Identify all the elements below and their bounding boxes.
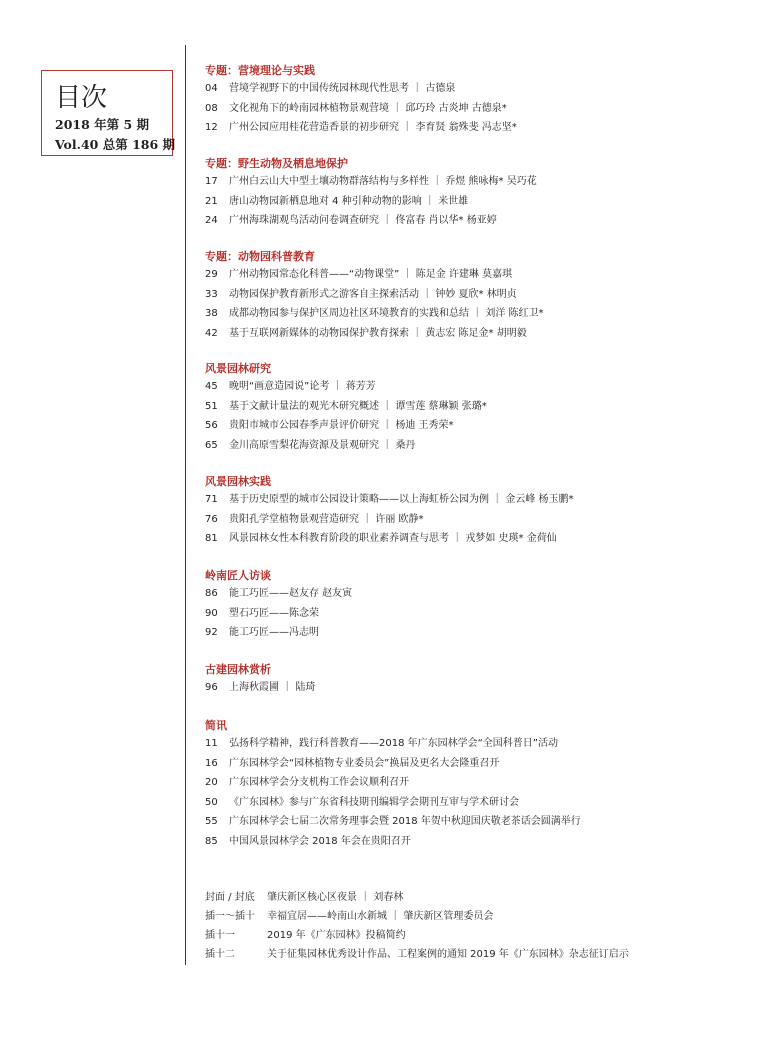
- toc-entry[interactable]: [205, 265, 544, 285]
- issue-info-box: [41, 70, 176, 156]
- credit-text: 幸福宜居——岭南山水新城 ｜ 肇庆新区管理委员会: [267, 911, 494, 922]
- entry-text: 能工巧匠——赵友存 赵友寅: [229, 588, 353, 599]
- page-number: 50: [205, 796, 218, 808]
- page-number: 51: [205, 400, 218, 412]
- toc-entry[interactable]: [205, 623, 352, 643]
- toc-entry[interactable]: [205, 604, 352, 624]
- entry-text: 中国风景园林学会 2018 年会在贵阳召开: [229, 835, 411, 847]
- page-number: 96: [205, 682, 218, 693]
- entry-text: 能工巧匠——冯志明: [229, 627, 319, 638]
- entry-text: 基于历史原型的城市公园设计策略——以上海虹桥公园为例 ｜ 金云峰 杨玉鹏*: [229, 494, 574, 505]
- page-number: 86: [205, 588, 218, 599]
- entry-text: 广州海珠湖观鸟活动问卷调查研究 ｜ 佟富春 肖以华* 杨亚婷: [229, 215, 497, 226]
- section-title: 专题：动物园科普教育: [205, 250, 315, 263]
- section-title: 专题：营境理论与实践: [205, 64, 315, 77]
- entry-text: 广东园林学会七届二次常务理事会暨 2018 年贺中秋迎国庆敬老茶话会圆满举行: [229, 816, 581, 827]
- page-number: 55: [205, 816, 218, 827]
- entry-text: 塑石巧匠——陈念荣: [229, 607, 319, 619]
- page-number: 71: [205, 494, 218, 505]
- credit-label: 插十二: [205, 949, 235, 960]
- section-news: [205, 717, 581, 851]
- toc-entry[interactable]: [205, 584, 352, 604]
- issue-volume: Vol.40 总第 186 期: [55, 137, 176, 152]
- page-number: 76: [205, 513, 218, 525]
- section-craftsman-interview: [205, 567, 352, 643]
- page-number: 24: [205, 215, 218, 226]
- section-title: 风景园林实践: [205, 475, 271, 488]
- page-number: 56: [205, 420, 218, 431]
- section-title: 风景园林研究: [205, 362, 271, 375]
- section-landscape-research: [205, 360, 487, 455]
- entry-text: 文化视角下的岭南园林植物景观营境 ｜ 邱巧玲 古炎坤 古德泉*: [229, 102, 507, 114]
- toc-entry[interactable]: [205, 529, 574, 549]
- entry-text: 成都动物园参与保护区周边社区环境教育的实践和总结 ｜ 刘洋 陈红卫*: [229, 308, 544, 319]
- credit-label: 插十一: [205, 930, 235, 941]
- issue-year-number: 2018 年第 5 期: [55, 117, 150, 132]
- entry-text: 金川高原雪梨花海资源及景观研究 ｜ 桑丹: [229, 439, 416, 451]
- toc-entry[interactable]: [205, 490, 574, 510]
- entry-text: 基于互联网新媒体的动物园保护教育探索 ｜ 黄志宏 陈足金* 胡明毅: [229, 327, 527, 339]
- credit-text: 2019 年《广东园林》投稿简约: [267, 930, 406, 941]
- page-number: 20: [205, 777, 218, 788]
- entry-text: 贵阳市城市公园春季声景评价研究 ｜ 杨迪 王秀荣*: [229, 420, 454, 431]
- toc-entry[interactable]: [205, 734, 581, 754]
- credit-row: [205, 888, 629, 907]
- toc-entry[interactable]: [205, 832, 581, 852]
- page-number: 42: [205, 327, 218, 339]
- toc-entry[interactable]: [205, 793, 581, 813]
- toc-entry[interactable]: [205, 510, 574, 530]
- entry-text: 广东园林学会分支机构工作会议顺利召开: [229, 777, 409, 788]
- toc-entry[interactable]: [205, 773, 581, 793]
- section-zoo-education: [205, 248, 544, 343]
- section-title: 岭南匠人访谈: [205, 569, 271, 582]
- entry-text: 上海秋霞圃 ｜ 陆琦: [229, 682, 316, 693]
- page-number: 38: [205, 308, 218, 319]
- section-title: 简讯: [205, 719, 227, 732]
- section-title: 古建园林赏析: [205, 663, 271, 676]
- credit-label: 插一～插十: [205, 911, 255, 922]
- page-number: 33: [205, 288, 218, 300]
- page-number: 85: [205, 835, 218, 847]
- toc-entry[interactable]: [205, 211, 537, 231]
- credit-text: 关于征集园林优秀设计作品、工程案例的通知 2019 年《广东园林》杂志征订启示: [267, 949, 629, 960]
- toc-entry[interactable]: [205, 436, 487, 456]
- section-yingjing: [205, 62, 517, 138]
- entry-text: 风景园林女性本科教育阶段的职业素养调查与思考 ｜ 戎梦如 史瑛* 金荷仙: [229, 533, 557, 544]
- entry-text: 营境学视野下的中国传统园林现代性思考 ｜ 古德泉: [229, 83, 456, 94]
- credit-text: 肇庆新区核心区夜景 ｜ 刘春林: [267, 892, 404, 903]
- page-number: 04: [205, 83, 218, 94]
- page-number: 81: [205, 533, 218, 544]
- plate-credits: [205, 888, 629, 964]
- credit-label: 封面 / 封底: [205, 892, 255, 903]
- entry-text: 广州白云山大中型土壤动物群落结构与多样性 ｜ 乔煜 熊咏梅* 吴巧花: [229, 176, 537, 187]
- toc-entry[interactable]: [205, 397, 487, 417]
- page-number: 12: [205, 122, 218, 133]
- entry-text: 广东园林学会“园林植物专业委员会”换届及更名大会隆重召开: [229, 757, 500, 769]
- entry-text: 广州公园应用桂花营造香景的初步研究 ｜ 李育贤 翁殊斐 冯志坚*: [229, 122, 517, 133]
- page-number: 90: [205, 607, 218, 619]
- page-number: 21: [205, 195, 218, 207]
- credit-row: [205, 907, 629, 926]
- entry-text: 动物园保护教育新形式之游客自主探索活动 ｜ 钟妙 夏欣* 林明贞: [229, 288, 517, 300]
- toc-entry[interactable]: [205, 377, 487, 397]
- entry-text: 《广东园林》参与广东省科技期刊编辑学会期刊互审与学术研讨会: [229, 796, 519, 808]
- toc-entry[interactable]: [205, 285, 544, 305]
- credit-row: [205, 926, 629, 945]
- vertical-divider: [185, 45, 186, 965]
- section-title: 专题：野生动物及栖息地保护: [205, 157, 348, 170]
- entry-text: 基于文献计量法的观光木研究概述 ｜ 谭雪莲 蔡琳颖 张璐*: [229, 400, 487, 412]
- toc-entry[interactable]: [205, 79, 517, 99]
- toc-entry[interactable]: [205, 118, 517, 138]
- page-number: 17: [205, 176, 218, 187]
- entry-text: 晚明“画意造园说”论考 ｜ 蒋芳芳: [229, 381, 376, 392]
- entry-text: 广州动物园常态化科普——“动物课堂” ｜ 陈足金 许建琳 莫嘉琪: [229, 269, 513, 280]
- page-number: 08: [205, 102, 218, 114]
- toc-entry[interactable]: [205, 99, 517, 119]
- section-wildlife: [205, 155, 537, 231]
- entry-text: 弘扬科学精神，践行科普教育——2018 年广东园林学会“全国科普日”活动: [229, 738, 558, 749]
- section-ancient-garden: [205, 661, 315, 698]
- page-number: 16: [205, 757, 218, 769]
- toc-entry[interactable]: [205, 812, 581, 832]
- entry-text: 贵阳孔学堂植物景观营造研究 ｜ 许丽 欧静*: [229, 513, 424, 525]
- toc-entry[interactable]: [205, 678, 315, 698]
- toc-entry[interactable]: [205, 192, 537, 212]
- page-number: 65: [205, 439, 218, 451]
- entry-text: 唐山动物园新栖息地对 4 种引种动物的影响 ｜ 米世雄: [229, 195, 469, 207]
- page-number: 11: [205, 738, 218, 749]
- toc-entry[interactable]: [205, 754, 581, 774]
- credit-row: [205, 945, 629, 964]
- toc-entry[interactable]: [205, 416, 487, 436]
- toc-entry[interactable]: [205, 324, 544, 344]
- toc-entry[interactable]: [205, 304, 544, 324]
- toc-heading: 目次: [55, 83, 108, 113]
- section-landscape-practice: [205, 473, 574, 549]
- page-number: 92: [205, 627, 218, 638]
- page-number: 45: [205, 381, 218, 392]
- page-number: 29: [205, 269, 218, 280]
- toc-entry[interactable]: [205, 172, 537, 192]
